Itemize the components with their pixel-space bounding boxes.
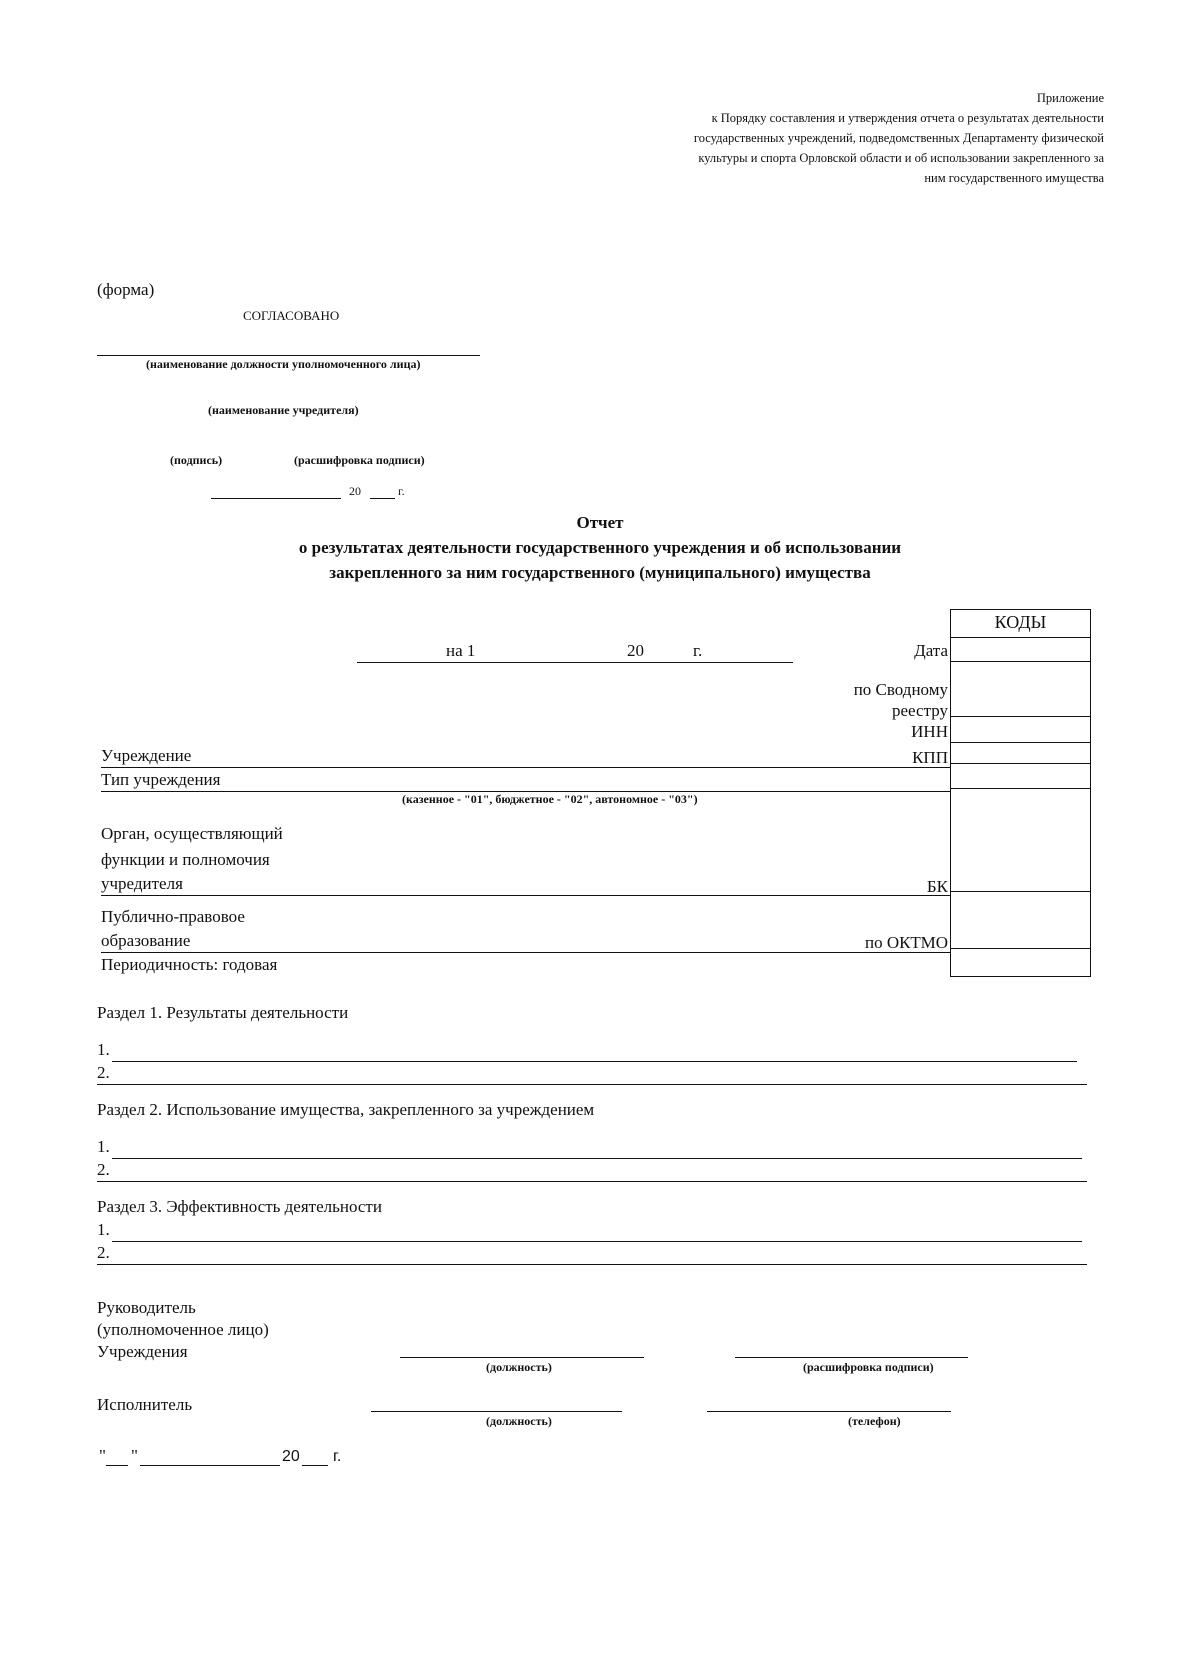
executor-position-caption: (должность) [486, 1414, 552, 1428]
head-label-2: (уполномоченное лицо) [97, 1320, 269, 1339]
form-label: (форма) [97, 280, 155, 299]
organ-label-3: учредителя [101, 874, 183, 893]
date-year-label: 20 [627, 641, 644, 660]
section-2-line-2[interactable] [97, 1181, 1087, 1182]
code-label-registry-1: по Сводному [853, 680, 948, 699]
head-decoding-caption: (расшифровка подписи) [803, 1360, 934, 1374]
appendix-header-line: государственных учреждений, подведомственных Департаменту физической [693, 131, 1104, 145]
codes-table [950, 609, 1091, 977]
section-1-title: Раздел 1. Результаты деятельности [97, 1003, 349, 1022]
institution-type-label: Тип учреждения [101, 770, 221, 789]
section-1-line-1[interactable] [112, 1061, 1077, 1062]
final-date-quote-close: " [131, 1446, 138, 1465]
institution-line[interactable] [101, 767, 950, 768]
head-position-caption: (должность) [486, 1360, 552, 1374]
final-date-day-line[interactable] [106, 1465, 128, 1466]
section-3-line-2[interactable] [97, 1264, 1087, 1265]
appendix-header-line: Приложение [1036, 91, 1104, 105]
section-2-item-1: 1. [97, 1137, 110, 1156]
section-3-item-1: 1. [97, 1220, 110, 1239]
head-label-3: Учреждения [97, 1342, 188, 1361]
code-label-inn: ИНН [911, 722, 948, 741]
section-1-item-1: 1. [97, 1040, 110, 1059]
institution-type-hint: (казенное - "01", бюджетное - "02", автономное - "03") [402, 792, 698, 806]
section-3-title: Раздел 3. Эффективность деятельности [97, 1197, 382, 1216]
report-title [0, 510, 1200, 585]
appendix-header-line: к Порядку составления и утверждения отчета о результатах деятельности [711, 111, 1104, 125]
section-3-item-2: 2. [97, 1243, 110, 1262]
executor-phone-caption: (телефон) [848, 1414, 901, 1428]
approval-date-year: 20 [349, 484, 361, 498]
approval-date-line[interactable] [211, 498, 341, 499]
approval-date-suffix: г. [398, 484, 405, 498]
appendix-header-line: ним государственного имущества [924, 171, 1104, 185]
code-label-bk: БК [926, 877, 948, 896]
founder-caption: (наименование учредителя) [208, 403, 359, 417]
periodicity-label: Периодичность: годовая [101, 955, 278, 974]
organ-line[interactable] [101, 895, 950, 896]
code-cell-type[interactable] [951, 763, 1090, 788]
section-1-item-2: 2. [97, 1063, 110, 1082]
final-date-quote-open: " [99, 1446, 106, 1465]
institution-label: Учреждение [101, 746, 192, 765]
agreed-label: СОГЛАСОВАНО [243, 308, 340, 323]
report-title-line: Отчет [576, 513, 624, 532]
date-suffix-label: г. [693, 641, 703, 660]
executor-position-line[interactable] [371, 1411, 622, 1412]
code-label-kpp: КПП [912, 748, 948, 767]
organ-label-2: функции и полномочия [101, 850, 270, 869]
code-cell-kpp[interactable] [951, 742, 1090, 763]
section-2-item-2: 2. [97, 1160, 110, 1179]
code-label-oktmo: по ОКТМО [864, 933, 948, 952]
head-position-line[interactable] [400, 1357, 644, 1358]
code-cell-periodicity[interactable] [951, 948, 1090, 977]
decoding-caption: (расшифровка подписи) [294, 453, 425, 467]
section-3-line-1[interactable] [112, 1241, 1082, 1242]
final-date-year: 20 [282, 1448, 300, 1465]
code-cell-bk[interactable] [951, 788, 1090, 891]
head-decoding-line[interactable] [735, 1357, 968, 1358]
section-2-line-1[interactable] [112, 1158, 1082, 1159]
official-caption: (наименование должности уполномоченного лица) [146, 357, 421, 371]
appendix-header [634, 88, 1104, 188]
code-cell-inn[interactable] [951, 716, 1090, 742]
report-title-line: закрепленного за ним государственного (муниципального) имущества [329, 563, 871, 582]
date-on-label: на 1 [446, 641, 476, 660]
organ-label-1: Орган, осуществляющий [101, 824, 283, 843]
executor-label: Исполнитель [97, 1395, 193, 1414]
code-cell-oktmo[interactable] [951, 891, 1090, 948]
executor-phone-line[interactable] [707, 1411, 951, 1412]
code-label-date: Дата [914, 641, 948, 660]
section-1-line-2[interactable] [97, 1084, 1087, 1085]
code-label-registry-2: реестру [892, 701, 948, 720]
official-line[interactable] [97, 355, 480, 356]
section-2-title: Раздел 2. Использование имущества, закрепленного за учреждением [97, 1100, 595, 1119]
report-title-line: о результатах деятельности государственного учреждения и об использовании [298, 538, 902, 557]
public-entity-label-1: Публично-правовое [101, 907, 245, 926]
code-cell-registry[interactable] [951, 661, 1090, 716]
final-date-month-line[interactable] [140, 1465, 280, 1466]
code-cell-date[interactable] [951, 637, 1090, 661]
appendix-header-line: культуры и спорта Орловской области и об использовании закрепленного за [698, 151, 1104, 165]
final-date-year-line[interactable] [302, 1465, 328, 1466]
signature-caption: (подпись) [170, 453, 223, 467]
public-entity-label-2: образование [101, 931, 191, 950]
head-label-1: Руководитель [97, 1298, 196, 1317]
approval-year-line[interactable] [370, 498, 395, 499]
report-date-line[interactable] [357, 662, 793, 663]
codes-header: КОДЫ [951, 609, 1090, 637]
public-entity-line[interactable] [101, 952, 950, 953]
final-date-suffix: г. [333, 1448, 342, 1465]
